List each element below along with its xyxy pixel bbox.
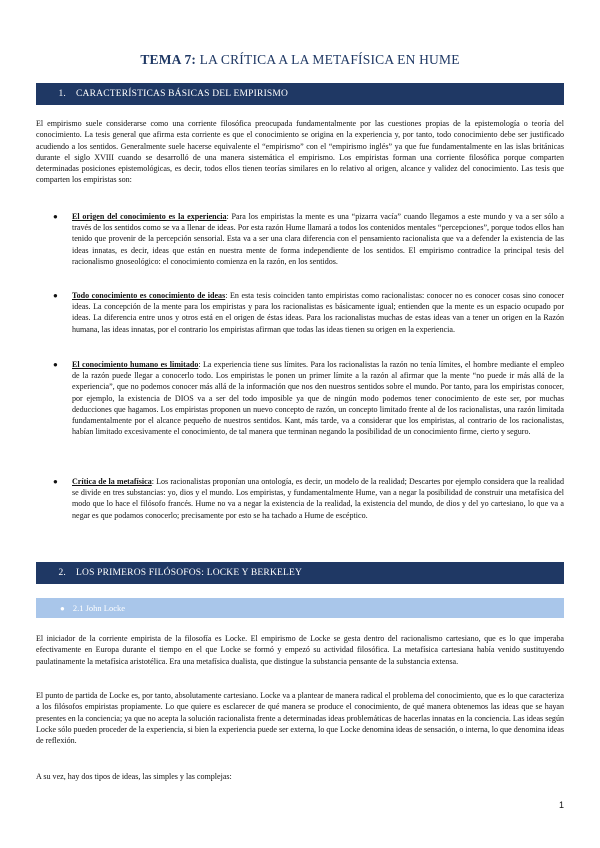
bullet-text: : Los racionalistas proponían una ontología, es decir, un modelo de la realidad; Descartes por ejemplo considera que la realidad se divide en tres substancias: yo, dios y el mundo. Los empiristas, y fundamentalmente Hume, van a negar la posibilidad de construir una metafísica del modo que lo hace el filósofo francés. Hume no va a negar la existencia de la realidad, la existencia del mundo, de dios y del yo cartesiano, lo que va a negar es que podamos conocerlo; precisamente por esto se ha tachado a Hume de escéptico. [72,477,564,520]
bullet-heading: El conocimiento humano es limitado [72,360,199,369]
subsection-label: 2.1 John Locke [72,603,126,613]
bullet-heading: Todo conocimiento es conocimiento de ideas [72,291,226,300]
bullet-text: : Para los empiristas la mente es una “pizarra vacía” cuando llegamos a este mundo y va a ser sólo a través de los sentidos como se va a llenar de ideas. Por esta razón Hume llamará a todos los contenidos mentales “percepciones”, porque todos ellos han tenido que provenir de la percepción sensorial. Esta va a ser una clara diferencia con el pensamiento racionalista que va a defender la existencia de las ideas innatas, es decir, ideas que están en nuestra mente de forma independiente de los sentidos. El empirismo contradice la principal tesis del racionalismo gnoseológico: el conocimiento comienza en la razón, en los sentidos. [72,212,564,266]
title-number: TEMA 7: [140,52,197,67]
bullet-item-ideas [72,290,564,335]
bullet-item-limited [72,359,564,437]
section-heading-2 [36,562,564,584]
section-number: 1. [58,89,66,99]
page-number: 1 [558,800,564,810]
bullet-text: : La experiencia tiene sus límites. Para los racionalistas la razón no tenía límites, el hombre mediante el empleo de la razón puede llegar a conocerlo todo. Los empiristas le ponen un primer límite a la razón al afirmar que la mente “no puede ir más allá de la experiencia”, que no podemos conocer más allá de la información que nos den nuestros sentidos sobre el mundo. Por tanto, para los empiristas conocer, por ejemplo, la existencia de DIOS va a ser del todo imposible ya que de ningún modo podemos tener conocimiento de este ser, por muchas deducciones que hagamos. Los empiristas proponen un nuevo concepto de razón, un concepto limitado frente al de los racionalistas, una razón limitada fundamentalmente por el alcance pequeño de nuestros sentidos. Kant, más tarde, va a considerar que los empiristas, al contrario de los racionalistas, habían limitado excesivamente el conocimiento, de tal manera que terminan negando la posibilidad de un conocimiento firme, cierto y seguro. [72,360,564,437]
intro-paragraph: El empirismo suele considerarse como una corriente filosófica preocupada fundamentalmente por las cuestiones propias de la epistemología o teoría del conocimiento. La tesis general que afirma esta corriente es que el conocimiento se origina en la experiencia y, por tanto, todo conocimiento debe ser justificado acudiendo a los sentidos. Generalmente suele hacerse equivalente el “empirismo” con el “empirismo inglés” ya que fue fundamentalmente en las islas británicas durante el siglo XVIII cuando se desarrolló de una manera sistemática el empirismo. Los empiristas forman una corriente filosófica porque comparten determinadas posiciones epistemológicas, es decir, todos ellos tienen teorías similares en lo relativo al origen, alcance y validez del conocimiento. Las tesis que comparten los empiristas son: [36,119,564,185]
subsection-heading-2-1 [36,598,564,618]
locke-paragraph-3: A su vez, hay dos tipos de ideas, las simples y las complejas: [36,772,232,781]
title-text: LA CRÍTICA A LA METAFÍSICA EN HUME [196,52,460,67]
section-label: CARACTERÍSTICAS BÁSICAS DEL EMPIRISMO [76,89,289,99]
bullet-item-metaphysics [72,476,564,521]
section-label: LOS PRIMEROS FILÓSOFOS: LOCKE Y BERKELEY [76,568,303,578]
bullet-item-origin [72,211,564,267]
bullet-icon: ● [60,603,65,613]
section-number: 2. [58,568,66,578]
locke-paragraph-2: El punto de partida de Locke es, por tanto, absolutamente cartesiano. Locke va a plantear de manera radical el problema del conocimiento, que es lo que caracteriza a los filósofos empiristas propiamente. Lo que quiere es esclarecer de qué manera se produce el conocimiento, de qué manera obtenemos las ideas que se hayan presentes en la conciencia; ya que no acepta la solución racionalista frente a determinadas ideas problemáticas de hacerlas innatas en la conciencia. Las ideas según Locke sólo pueden proceder de la experiencia, si bien la experiencia puede ser externa, lo que Locke denomina ideas de sensación, o interna, lo que denomina ideas de reflexión. [36,691,564,746]
bullet-icon: ● [53,477,58,486]
bullet-icon: ● [53,291,58,300]
locke-paragraph-1: El iniciador de la corriente empirista de la filosofía es Locke. El empirismo de Locke se gesta dentro del racionalismo cartesiano, que es lo que imperaba efectivamente en Europa durante el tiempo en el que Locke se formó y empezó su actividad filosófica. La metafísica cartesiana había venido sustituyendo paulatinamente la metafísica aristotélica. Era una metafísica dualista, que distingue la substancia pensante de la substancia extensa. [36,634,564,666]
section-heading-1 [36,83,564,105]
page-title [0,52,600,68]
bullet-heading: Crítica de la metafísica [72,477,152,486]
bullet-icon: ● [53,360,58,369]
bullet-text: : En esta tesis coinciden tanto empiristas como racionalistas: conocer no es conocer cosas sino conocer ideas. La concepción de la mente para los empiristas y para los racionalistas es básicamente igual; entienden que la mente es un espacio ocupado por ideas. La diferencia entre unos y otros está en el origen de éstas ideas. Para los racionalistas muchas de estas ideas van a tener un origen en la Razón humana, las ideas innatas, por el contrario los empiristas afirman que todas las ideas tienen su origen en la experiencia. [72,291,564,334]
bullet-icon: ● [53,212,58,221]
bullet-heading: El origen del conocimiento es la experiencia [72,212,227,221]
